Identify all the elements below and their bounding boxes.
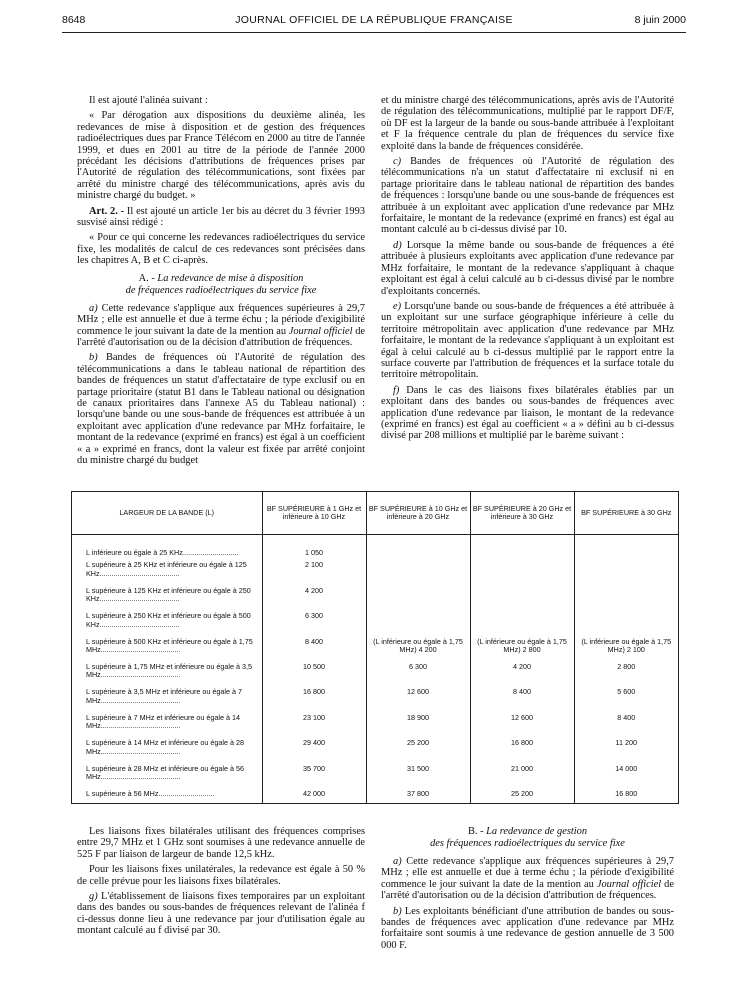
table-row [72,714,678,739]
row-label: L supérieure à 14 MHz et inférieure ou égale à 28 MHz........................................ [86,738,244,756]
fee-cell: 8 400 [574,714,678,739]
page-header [62,14,686,30]
section-b-title: B. - La redevance de gestion des fréquences radioélectriques du service fixe [430,826,625,849]
column-header: BF SUPÉRIEURE à 10 GHz et inférieure à 20 GHz [366,492,470,535]
paragraph: et du ministre chargé des télécommunications, après avis de l'Autorité de régulation des télécommunications, multiplié par le rapport DF/F, où DF est la largeur de la bande ou sous-bande attribuée à l'exploitant et F la fréquence centrale du plan de fréquences du service fixe exploité dans la bande de fréquences considérée. [381,95,674,152]
row-label: L supérieure à 25 KHz et inférieure ou égale à 125 KHz........................................ [86,560,247,578]
fee-cell: 23 100 [262,714,366,739]
fee-cell [366,561,470,586]
fee-cell: (L inférieure ou égale à 1,75 MHz) 2 100 [574,638,678,663]
fee-cell: 21 000 [470,765,574,790]
row-label: L supérieure à 28 MHz et inférieure ou égale à 56 MHz........................................ [86,763,244,782]
fee-cell: 8 400 [262,638,366,663]
table-row [72,587,678,612]
item-e: e) Lorsqu'une bande ou sous-bande de fréquences a été attribuée à un exploitant sur une surface géographique inférieure à celle du territoire métropolitain avec application d'une redevance par MHz forfaitaire, le montant de la redevance s'appliquant à un exploitant est égal à celui calculé au b ci-dessus multiplié par le rapport entre la surface couverte par l'attribution de fréquences et la surface totale du territoire métropolitain. [381,300,674,381]
article-label: Art. 2. - [89,205,125,217]
fee-cell: 4 200 [262,587,366,612]
row-label: L supérieure à 500 KHz et inférieure ou égale à 1,75 MHz........................................ [86,636,253,655]
fee-cell: 4 200 [470,663,574,688]
fee-cell: 25 200 [470,790,574,803]
fee-cell: 16 800 [574,790,678,803]
fee-cell: 35 700 [262,765,366,790]
table-row [72,638,678,663]
fee-cell [574,587,678,612]
issue-date: 8 juin 2000 [634,14,686,26]
column-header: BF SUPÉRIEURE à 20 GHz et inférieure à 30 GHz [470,492,574,535]
paragraph: Pour les liaisons fixes unilatérales, la redevance est égale à 50 % de celle prévue pour les liaisons fixes bilatérales. [77,864,365,887]
row-label: L supérieure à 56 MHz............................ [86,789,215,799]
row-label: L supérieure à 7 MHz et inférieure ou égale à 14 MHz........................................ [86,712,240,731]
item-c: c) Bandes de fréquences où l'Autorité de régulation des télécommunications n'a un statut d'affectataire ni exclusif ni en partage prioritaire dans le tableau national de répartition des bandes de fréquences : lorsqu'une bande ou une sous-bande de fréquences est attribuée à un exploitant avec application d'une redevance par MHz forfaitaire, le montant de la redevance (exprimé en francs) est égal au montant calculé au b ci-dessus divisé par 10. [381,156,674,236]
row-label: L inférieure ou égale à 25 KHz............................ [86,547,239,557]
row-label: L supérieure à 250 KHz et inférieure ou égale à 500 KHz........................................ [86,611,251,629]
section-a-title: A. - La redevance de mise à disposition de fréquences radioélectriques du service fixe [125,272,317,296]
table-row [72,765,678,790]
table-row [72,739,678,764]
fee-cell [574,561,678,586]
fee-cell: 16 800 [262,688,366,713]
fee-cell: 12 600 [470,714,574,739]
fee-cell: 14 000 [574,765,678,790]
page-number: 8648 [62,14,86,26]
row-label: L supérieure à 125 KHz et inférieure ou égale à 250 KHz........................................ [86,585,251,604]
row-label: L supérieure à 1,75 MHz et inférieure ou égale à 3,5 MHz........................................ [86,661,252,680]
fee-cell [366,612,470,637]
fee-cell: 37 800 [366,790,470,803]
left-column [77,95,365,470]
article-2: Art. 2. - Il est ajouté un article 1er bis au décret du 3 février 1993 susvisé ainsi rédigé : [77,205,365,229]
fee-cell: 42 000 [262,790,366,803]
fee-cell: 6 300 [262,612,366,637]
column-header: BF SUPÉRIEURE à 1 GHz et inférieure à 10 GHz [262,492,366,535]
fee-cell: 12 600 [366,688,470,713]
fee-cell: 10 500 [262,663,366,688]
fee-cell [470,561,574,586]
fee-cell [366,587,470,612]
fee-cell: 8 400 [470,688,574,713]
fee-cell: 2 100 [262,561,366,586]
paragraph: « Pour ce qui concerne les redevances radioélectriques du service fixe, les modalités de calcul de ces redevances sont précisées dans les chapitres A, B et C ci-après. [77,232,365,267]
item-b: b) Bandes de fréquences où l'Autorité de régulation des télécommunications a dans le tableau national de répartition des bandes de fréquences un statut d'affectataire de type exclusif ou en partage prioritaire (statut B1 dans le Tableau national ou désignation de canaux prioritaires dans l'annexe A5 du Tableau national) : lorsqu'une bande ou une sous-bande de fréquences est attribuée à un exploitant avec application d'une redevance par MHz forfaitaire, le montant de la redevance (exprimé en francs) est égal à un coefficient « a » exprimé en francs, dont la valeur est fixée par arrêté conjoint du ministre chargé du budget [77,352,365,466]
item-a: a) Cette redevance s'applique aux fréquences supérieures à 29,7 MHz ; elle est annuelle et due à terme échu ; la période d'exigibilité commence le jour suivant la date de la mention au Journal officiel de l'arrêté d'autorisation ou de la décision d'attribution de fréquences. [77,302,365,348]
table-row [72,561,678,586]
paragraph: Il est ajouté l'alinéa suivant : [89,95,208,106]
table-row [72,663,678,688]
column-header: BF SUPÉRIEURE à 30 GHz [574,492,678,535]
fee-cell: 18 900 [366,714,470,739]
fee-cell [470,612,574,637]
fee-cell: (L inférieure ou égale à 1,75 MHz) 2 800 [470,638,574,663]
journal-title: JOURNAL OFFICIEL DE LA RÉPUBLIQUE FRANÇAISE [235,14,513,26]
fee-cell [470,549,574,562]
fee-cell [366,549,470,562]
fee-cell: 6 300 [366,663,470,688]
bottom-left-column [77,826,365,941]
header-rule [62,32,686,33]
fee-cell [574,549,678,562]
column-header: LARGEUR DE LA BANDE (L) [72,492,262,535]
fee-cell: 11 200 [574,739,678,764]
fee-cell: 29 400 [262,739,366,764]
table-row [72,612,678,637]
table-row [72,688,678,713]
item-b: b) Les exploitants bénéficiant d'une attribution de bandes ou sous-bandes de fréquences avec application d'une redevance par MHz forfaitaire sont soumis à une redevance de gestion annuelle de 3 500 000 F. [381,905,674,951]
row-label: L supérieure à 3,5 MHz et inférieure ou égale à 7 MHz........................................ [86,687,242,705]
right-column [381,95,674,446]
fee-cell: 31 500 [366,765,470,790]
fee-table [71,491,679,804]
item-a: a) Cette redevance s'applique aux fréquences supérieures à 29,7 MHz ; elle est annuelle et due à terme échu ; la période d'exigibilité commence le jour suivant la date de la mention au Journal officiel de l'arrêté d'autorisation ou de la décision d'attribution de fréquences. [381,856,674,902]
fee-cell: 16 800 [470,739,574,764]
fee-cell: 25 200 [366,739,470,764]
item-g: g) L'établissement de liaisons fixes temporaires par un exploitant dans des bandes ou sous-bandes de fréquences relevant de l'alinéa f ci-dessus donne lieu à une redevance par jour d'utilisation égale au montant calculé au f divisé par 30. [77,891,365,937]
item-f: f) Dans le cas des liaisons fixes bilatérales établies par un exploitant dans des bandes ou sous-bandes de fréquences avec application d'une redevance par liaison, le montant de la redevance (exprimé en francs) est égal au coefficient « a » défini au b ci-dessus divisé par 208 millions et multiplié par le barème suivant : [381,384,674,442]
fee-cell: 5 600 [574,688,678,713]
paragraph: Les liaisons fixes bilatérales utilisant des fréquences comprises entre 29,7 MHz et 1 GHz sont soumises à une redevance annuelle de 525 F par liaison de largeur de bande 12,5 kHz. [77,826,365,860]
fee-cell: 2 800 [574,663,678,688]
fee-cell [470,587,574,612]
fee-cell: 1 050 [262,549,366,562]
bottom-right-column [381,826,674,955]
fee-cell [574,612,678,637]
table-row [72,790,678,803]
item-d: d) Lorsque la même bande ou sous-bande de fréquences a été attribuée à plusieurs exploitants avec application d'une redevance par MHz forfaitaire, le montant de la redevance s'appliquant à chaque exploitant est égal à celui calculé au b ci-dessus divisé par le nombre d'exploitants concernés. [381,239,674,297]
paragraph: « Par dérogation aux dispositions du deuxième alinéa, les redevances de mise à disposition et de gestion des fréquences radioélectriques dues par France Télécom en 2000 au titre de l'année 1999, et dues en 2001 au titre de la période de l'année 2000 précédant les décisions d'attributions de fréquences prises par l'Autorité de régulation des télécommunications, sont fixées par arrêté du ministre chargé des télécommunications, après avis du ministre chargé du budget. » [77,110,365,202]
fee-cell: (L inférieure ou égale à 1,75 MHz) 4 200 [366,638,470,663]
